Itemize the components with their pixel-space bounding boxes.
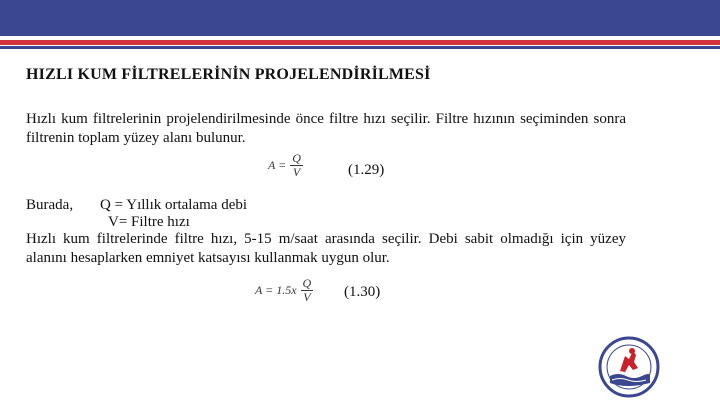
q-definition: Q = Yıllık ortalama debi xyxy=(100,197,248,213)
header-accent-line xyxy=(0,40,720,45)
equation-number: (1.29) xyxy=(348,162,385,178)
selection-paragraph: Hızlı kum filtrelerinde filtre hızı, 5-15 m/saat arasında seçilir. Debi sabit olmadığı için yüzey alanını hesaplarken emniyet katsayısı kullanmak uygun olur. xyxy=(26,231,626,266)
header-divider-line xyxy=(0,46,720,49)
fraction-numerator: Q xyxy=(302,276,312,290)
fraction-denominator: V xyxy=(303,290,311,304)
equation-lhs: A = xyxy=(268,158,287,172)
v-definition: V= Filtre hızı xyxy=(108,214,190,230)
equation-number: (1.30) xyxy=(344,284,381,300)
page-title: HIZLI KUM FİLTRELERİNİN PROJELENDİRİLMESİ xyxy=(26,66,431,83)
header-band xyxy=(0,0,720,36)
intro-paragraph: Hızlı kum filtrelerinin projelendirilmesinde önce filtre hızı seçilir. Filtre hızının seçiminden sonra filtrenin toplam yüzey alanı bulunur. xyxy=(26,111,626,146)
burada-label: Burada, xyxy=(26,197,74,213)
equation-fraction xyxy=(301,277,314,304)
university-seal-icon xyxy=(598,336,660,398)
equation-lhs: A = 1.5x xyxy=(255,283,297,297)
equation-1-29 xyxy=(268,152,303,179)
equation-fraction xyxy=(290,152,303,179)
fraction-denominator: V xyxy=(292,165,301,179)
fraction-numerator: Q xyxy=(292,151,301,165)
equation-1-30 xyxy=(255,277,313,304)
